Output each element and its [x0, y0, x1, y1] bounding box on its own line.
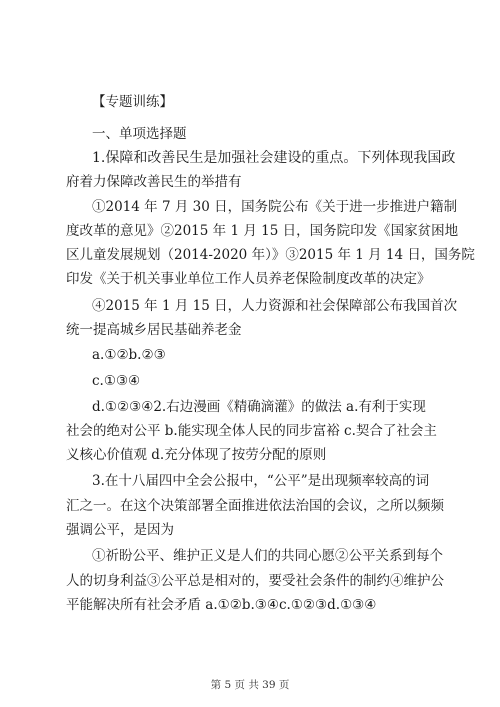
- question-1-option-line-6: 统一提高城乡居民基础养老金: [66, 322, 242, 338]
- section-heading: 【专题训练】: [92, 94, 173, 110]
- page-number-footer: 第 5 页 共 39 页: [210, 679, 290, 691]
- question-1-choices-ab: a.①②b.②③: [92, 347, 166, 363]
- question-1-option-line-4: 印发《关于机关事业单位工作人员养老保险制度改革的决定》: [66, 271, 431, 287]
- question-1-option-line-1: ①2014 年 7 月 30 日，国务院公布《关于进一步推进户籍制: [92, 199, 458, 215]
- question-3-option-line-3: 平能解决所有社会矛盾 a.①②b.③④c.①②③d.①③④: [66, 597, 377, 613]
- question-2-line-2: 社会的绝对公平 b.能实现全体人民的同步富裕 c.契合了社会主: [66, 423, 437, 439]
- subsection-heading: 一、单项选择题: [92, 126, 187, 142]
- question-1-line-2: 府着力保障改善民生的举措有: [66, 174, 242, 190]
- question-2-line-1: d.①②③④2.右边漫画《精确滴灌》的做法 a.有利于实现: [92, 399, 426, 415]
- question-1-option-line-5: ④2015 年 1 月 15 日，人力资源和社会保障部公布我国首次: [92, 298, 458, 314]
- question-2-line-3: 义核心价值观 d.充分体现了按劳分配的原则: [66, 447, 327, 463]
- question-1-line-1: 1.保障和改善民生是加强社会建设的重点。下列体现我国政: [92, 150, 456, 166]
- question-1-option-line-3: 区儿童发展规划（2014-2020 年）》③2015 年 1 月 14 日，国务院: [66, 247, 475, 263]
- question-1-option-line-2: 度改革的意见》②2015 年 1 月 15 日，国务院印发《国家贫困地: [66, 223, 459, 239]
- question-3-line-2: 汇之一。在这个决策部署全面推进依法治国的会议，之所以频频: [66, 498, 444, 514]
- question-3-option-line-1: ①祈盼公平、维护正义是人们的共同心愿②公平关系到每个: [92, 548, 443, 564]
- question-1-choice-c: c.①③④: [92, 373, 141, 389]
- question-3-line-3: 强调公平，是因为: [66, 522, 174, 538]
- question-3-option-line-2: 人的切身利益③公平总是相对的，要受社会条件的制约④维护公: [66, 573, 444, 589]
- question-3-line-1: 3.在十八届四中全会公报中，“公平”是出现频率较高的词: [92, 473, 430, 489]
